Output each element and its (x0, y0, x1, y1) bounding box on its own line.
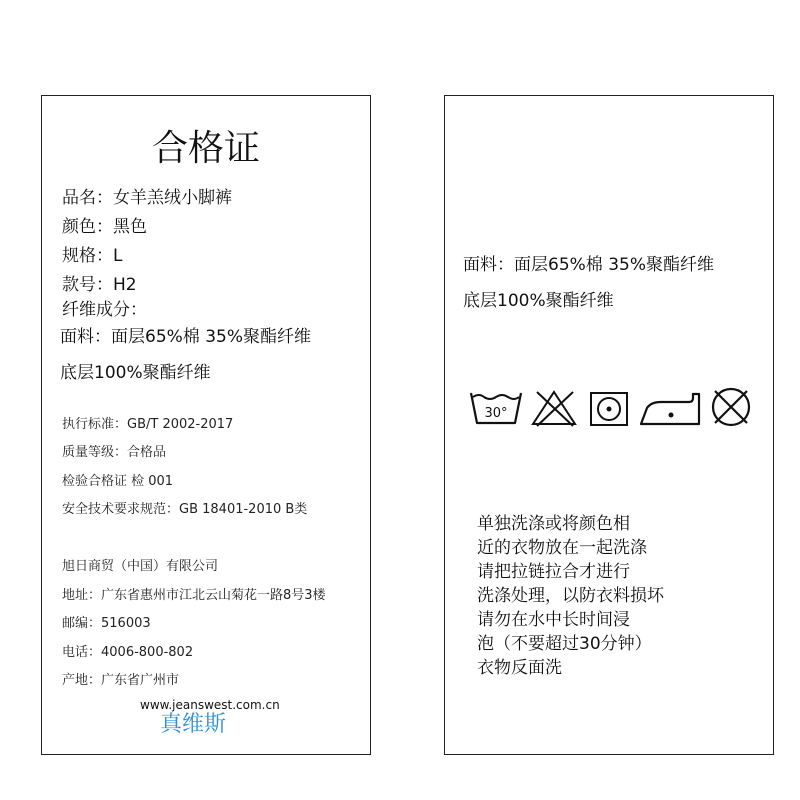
wash-30-icon (469, 389, 523, 427)
safety-standard: 安全技术要求规范：GB 18401-2010 B类 (62, 502, 308, 517)
product-name: 品名：女羊羔绒小脚裤 (62, 188, 232, 208)
origin: 产地：广东省广州市 (62, 673, 180, 688)
bottom-layer-composition: 底层100%聚酯纤维 (463, 291, 614, 311)
fabric-composition: 面料：面层65%棉 35%聚酯纤维 (463, 255, 714, 275)
brand-logo-text: 真维斯 (160, 712, 227, 737)
product-size: 规格：L (62, 246, 123, 266)
do-not-bleach-icon (529, 388, 579, 428)
quality-grade: 质量等级：合格品 (62, 445, 167, 460)
style-number: 款号：H2 (62, 275, 137, 295)
care-instruction-line: 泡（不要超过30分钟） (477, 634, 652, 654)
inspection: 检验合格证 检 001 (62, 474, 174, 489)
wash-temperature-label: 30° (484, 406, 508, 421)
care-instruction-line: 请勿在水中长时间浸 (477, 610, 630, 630)
care-instruction-line: 近的衣物放在一起洗涤 (477, 538, 647, 558)
care-instruction-line: 衣物反面洗 (477, 658, 562, 678)
do-not-dry-clean-icon (709, 385, 753, 429)
care-instruction-line: 请把拉链拉合才进行 (477, 562, 630, 582)
certificate-title: 合格证 (151, 128, 260, 169)
standard: 执行标准：GB/T 2002-2017 (62, 417, 234, 432)
certificate-tag (41, 95, 371, 755)
product-color: 颜色：黑色 (62, 217, 147, 237)
care-instruction-line: 单独洗涤或将颜色相 (477, 514, 630, 534)
care-instruction-line: 洗涤处理，以防衣料损坏 (477, 586, 664, 606)
care-tag (444, 95, 774, 755)
tumble-dry-icon (589, 391, 629, 427)
website: www.jeanswest.com.cn (140, 698, 280, 712)
fabric-composition: 面料：面层65%棉 35%聚酯纤维 (60, 327, 311, 347)
phone: 电话：4006-800-802 (62, 645, 194, 660)
postcode: 邮编：516003 (62, 616, 151, 631)
iron-icon (637, 390, 703, 428)
company-name: 旭日商贸（中国）有限公司 (62, 559, 219, 574)
fiber-heading: 纤维成分： (62, 300, 147, 320)
bottom-layer-composition: 底层100%聚酯纤维 (60, 363, 211, 383)
company-address: 地址：广东省惠州市江北云山菊花一路8号3楼 (62, 588, 326, 603)
